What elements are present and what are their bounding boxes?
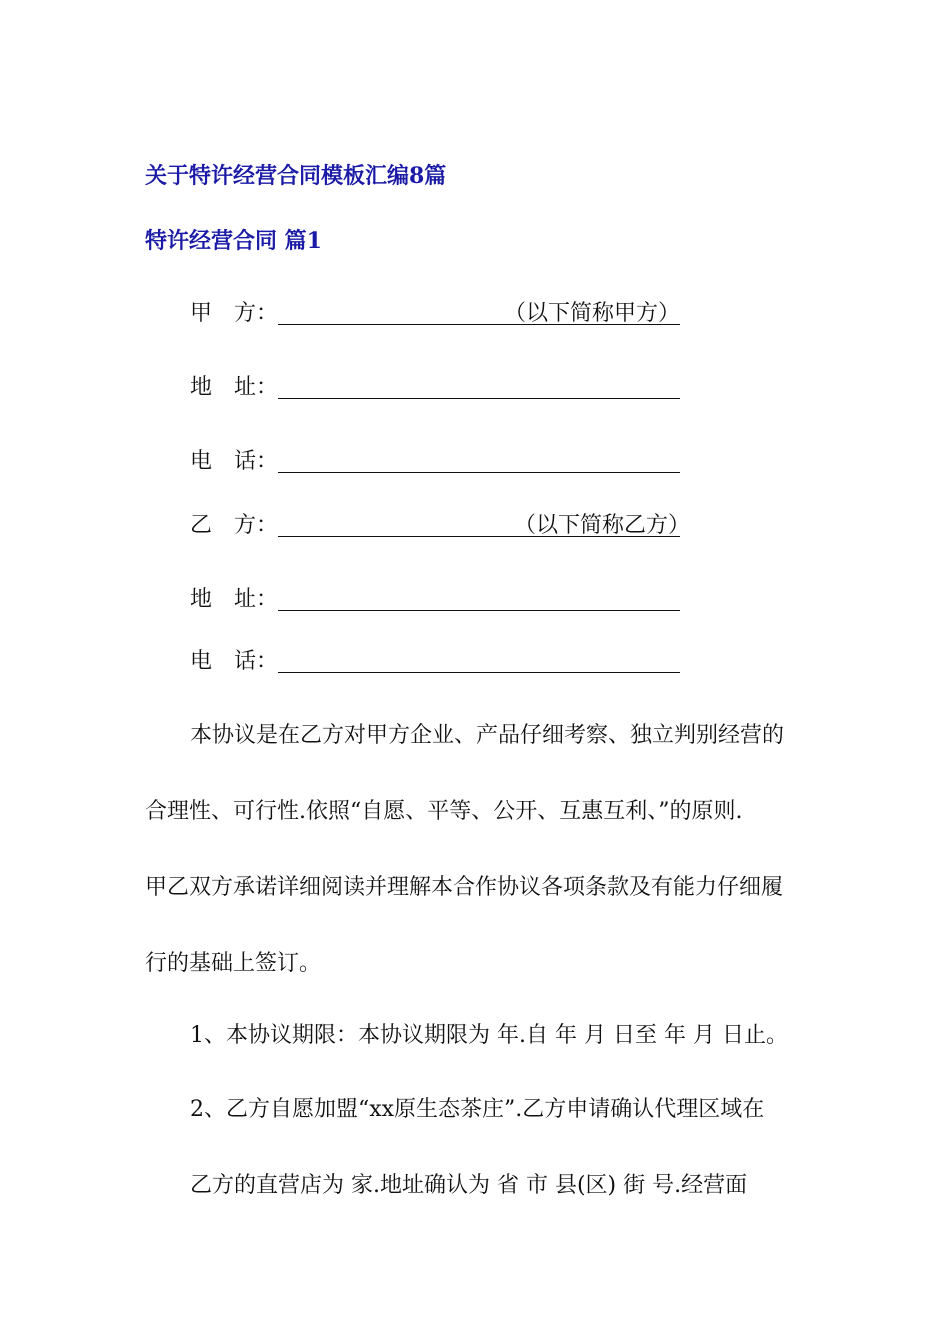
body-line: 1、本协议期限：本协议期限为 年.自 年 月 日至 年 月 日止。: [190, 1023, 788, 1048]
body-line: 乙方的直营店为 家.地址确认为 省 市 县(区) 街 号.经营面: [190, 1173, 748, 1198]
body-line: 行的基础上签订。: [145, 951, 322, 976]
body-line: 合理性、可行性.依照“自愿、平等、公开、互惠互利、”的原则.: [145, 799, 743, 824]
section-title: 特许经营合同 篇1: [145, 228, 322, 254]
party-b-phone-label: 电 话：: [190, 649, 279, 674]
party-a-suffix: （以下简称甲方）: [504, 301, 681, 326]
party-b-label: 乙 方：: [190, 513, 279, 538]
party-b-address-label: 地 址：: [190, 587, 279, 612]
document-title: 关于特许经营合同模板汇编8篇: [145, 163, 447, 189]
party-b-phone-underline: [278, 672, 680, 673]
party-a-phone-label: 电 话：: [190, 449, 279, 474]
body-line: 2、乙方自愿加盟“xx原生态茶庄”.乙方申请确认代理区域在: [190, 1097, 765, 1122]
party-b-address-underline: [278, 610, 680, 611]
party-a-phone-underline: [278, 472, 680, 473]
party-b-suffix: （以下简称乙方）: [514, 513, 691, 538]
party-a-address-label: 地 址：: [190, 375, 279, 400]
body-line: 本协议是在乙方对甲方企业、产品仔细考察、独立判别经营的: [190, 723, 785, 748]
party-a-address-underline: [278, 398, 680, 399]
party-a-label: 甲 方：: [190, 301, 279, 326]
body-line: 甲乙双方承诺详细阅读并理解本合作协议各项条款及有能力仔细履: [145, 875, 784, 900]
